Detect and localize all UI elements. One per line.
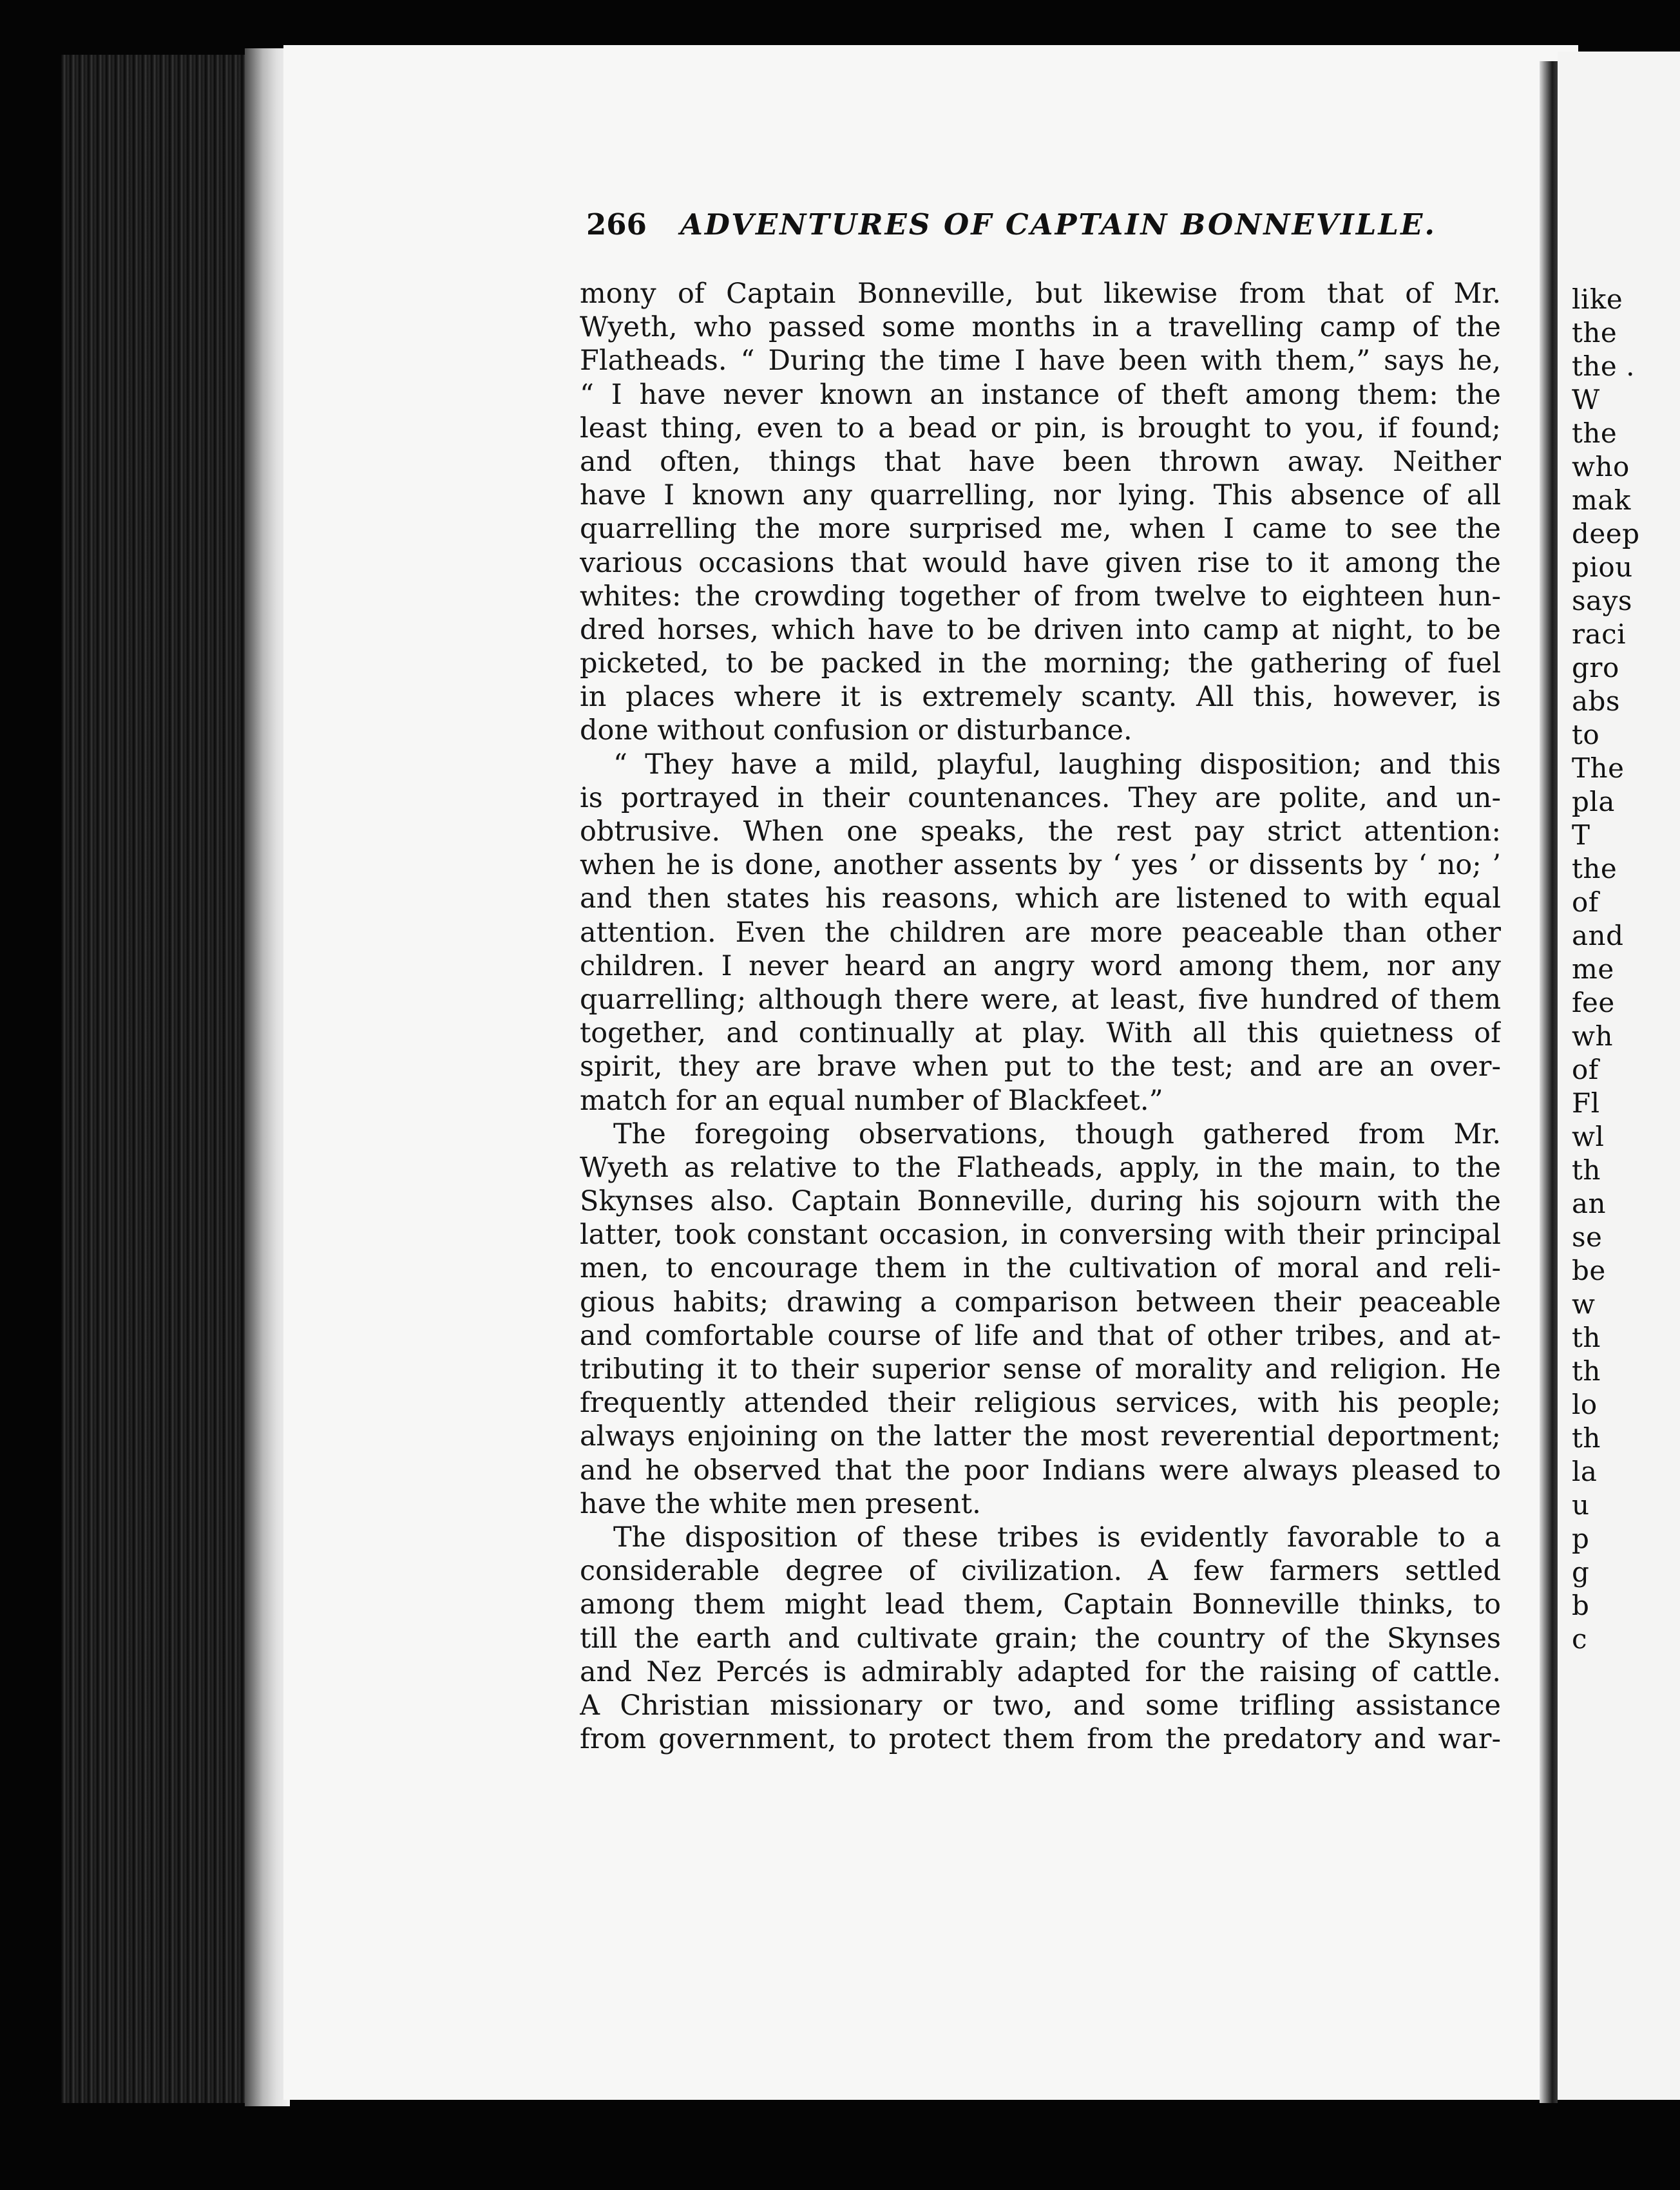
facing-page [1558,52,1680,2100]
facing-page-fragment: the [1572,853,1618,884]
facing-page-fragment: an [1572,1188,1607,1219]
text-line: Wyeth as relative to the Flatheads, apply, in the main, to the [580,1151,1501,1184]
facing-page-fragment: g [1572,1556,1590,1588]
text-line: men, to encourage them in the cultivation of moral and reli- [580,1252,1501,1285]
facing-page-fragment: lo [1572,1389,1598,1420]
facing-page-fragment: c [1572,1623,1588,1655]
text-line: least thing, even to a bead or pin, is brought to you, if found; [580,412,1501,444]
facing-page-fragment: wl [1572,1121,1605,1152]
facing-page-fragment: like [1572,283,1623,315]
text-line: The foregoing observations, though gathered from Mr. [613,1118,1501,1150]
text-line: “ I have never known an instance of theft among them: the [580,378,1501,411]
facing-page-fragment: b [1572,1590,1590,1621]
facing-page-fragment: se [1572,1221,1603,1253]
text-line: done without confusion or disturbance. [580,714,1132,747]
text-line: Wyeth, who passed some months in a travelling camp of the [580,311,1501,344]
text-line: till the earth and cultivate grain; the country of the Skynses [580,1622,1501,1655]
text-line: considerable degree of civilization. A few farmers settled [580,1555,1501,1588]
facing-page-fragment: th [1572,1422,1601,1454]
facing-page-fragment: be [1572,1255,1606,1286]
facing-page-fragment: and [1572,920,1624,951]
facing-page-fragment: the [1572,417,1618,449]
text-line: various occasions that would have given rise to it among the [580,546,1501,579]
text-line: mony of Captain Bonneville, but likewise from that of Mr. [580,278,1501,310]
facing-page-fragment: th [1572,1322,1601,1353]
text-line: and often, things that have been thrown away. Neither [580,445,1501,478]
text-line: quarrelling the more surprised me, when I came to see the [580,513,1501,546]
facing-page-fragment: says [1572,585,1632,616]
text-line: whites: the crowding together of from twelve to eighteen hun- [580,580,1501,613]
page-number: 266 [586,207,647,242]
text-line: obtrusive. When one speaks, the rest pay strict attention: [580,815,1501,848]
text-line: have I known any quarrelling, nor lying. This absence of all [580,479,1501,512]
text-line: dred horses, which have to be driven into camp at night, to be [580,613,1501,646]
facing-page-fragment: of [1572,1054,1599,1085]
facing-page-fragment: The [1572,752,1625,784]
text-line: from government, to protect them from the predatory and war- [580,1723,1501,1756]
text-line: and then states his reasons, which are listened to with equal [580,882,1501,915]
facing-page-fragment: wh [1572,1020,1613,1052]
facing-page-fragment: gro [1572,652,1619,683]
text-line: when he is done, another assents by ‘ yes ’ or dissents by ‘ no; ’ [580,849,1501,882]
facing-page-fragment: piou [1572,551,1633,583]
text-line: among them might lead them, Captain Bonneville thinks, to [580,1588,1501,1621]
facing-page-fragment: the . [1572,350,1635,382]
text-line: spirit, they are brave when put to the test; and are an over- [580,1051,1501,1083]
text-line: children. I never heard an angry word among them, nor any [580,949,1501,982]
facing-page-fragment: la [1572,1456,1598,1487]
text-line: frequently attended their religious services, with his people; [580,1387,1501,1420]
text-line: and Nez Percés is admirably adapted for the raising of cattle. [580,1655,1501,1688]
text-line: attention. Even the children are more peaceable than other [580,916,1501,949]
facing-page-fragment: W [1572,384,1600,415]
text-line: and comfortable course of life and that of other tribes, and at- [580,1319,1501,1352]
facing-page-fragment: the [1572,317,1618,348]
facing-page-fragment: abs [1572,685,1620,717]
facing-page-fragment: Fl [1572,1087,1600,1119]
text-line: always enjoining on the latter the most reverential deportment; [580,1420,1501,1453]
book-title: ADVENTURES OF CAPTAIN BONNEVILLE. [680,207,1437,242]
text-line: match for an equal number of Blackfeet.” [580,1084,1163,1117]
book-gutter [1540,61,1558,2103]
facing-page-fragment: to [1572,719,1600,750]
text-line: The disposition of these tribes is evidently favorable to a [613,1521,1501,1554]
facing-page-fragment: u [1572,1489,1590,1521]
text-line: latter, took constant occasion, in conversing with their principal [580,1219,1501,1252]
facing-page-fragment: w [1572,1288,1596,1320]
facing-page-fragment: of [1572,886,1599,918]
text-line: “ They have a mild, playful, laughing disposition; and this [613,748,1501,781]
text-line: quarrelling; although there were, at least, five hundred of them [580,983,1501,1016]
text-line: Skynses also. Captain Bonneville, during his sojourn with the [580,1185,1501,1218]
facing-page-fragment: p [1572,1523,1590,1554]
facing-page-fragment: fee [1572,987,1615,1018]
text-line: together, and continually at play. With all this quietness of [580,1017,1501,1050]
text-line: is portrayed in their countenances. They are polite, and un- [580,781,1501,814]
facing-page-fragment: deep [1572,518,1640,549]
facing-page-fragment: mak [1572,484,1631,516]
text-line: gious habits; drawing a comparison between their peaceable [580,1286,1501,1319]
text-line: have the white men present. [580,1487,981,1520]
facing-page-fragment: me [1572,953,1614,985]
facing-page-fragment: th [1572,1154,1601,1186]
text-line: in places where it is extremely scanty. All this, however, is [580,681,1501,714]
running-head [586,207,1437,246]
text-line: tributing it to their superior sense of morality and religion. He [580,1353,1501,1385]
facing-page-fragment: th [1572,1355,1601,1387]
body-text [580,277,1501,1756]
text-line: and he observed that the poor Indians were always pleased to [580,1454,1501,1487]
text-line: picketed, to be packed in the morning; the gathering of fuel [580,647,1501,680]
facing-page-fragment: T [1572,819,1590,851]
text-line: A Christian missionary or two, and some trifling assistance [580,1689,1501,1722]
facing-page-fragment: who [1572,451,1630,482]
facing-page-fragment: pla [1572,786,1615,817]
text-line: Flatheads. “ During the time I have been with them,” says he, [580,345,1501,377]
facing-page-fragment: raci [1572,618,1627,650]
